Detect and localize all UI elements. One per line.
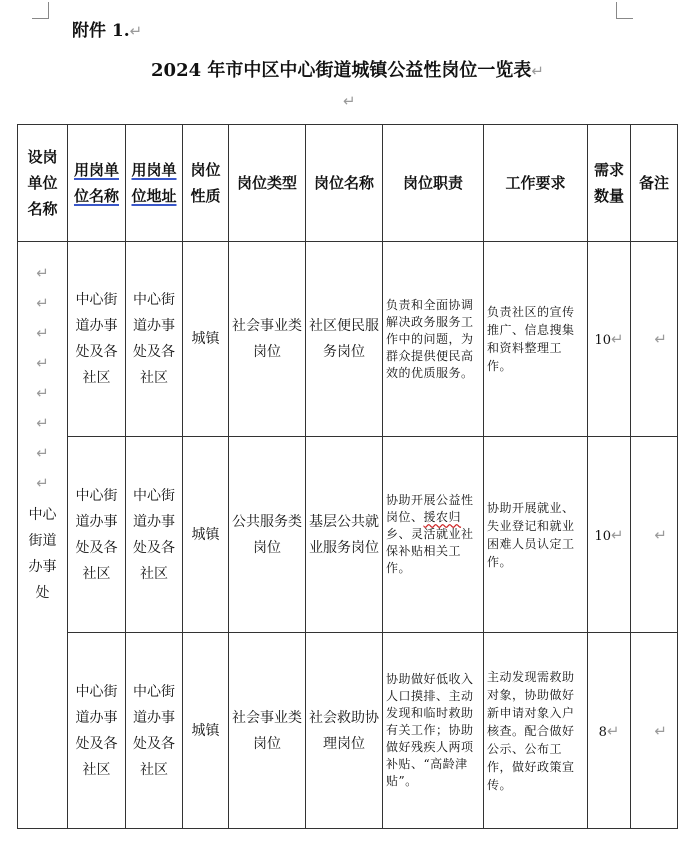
- employer-address-cell: 中心街道办事处及各社区: [126, 633, 183, 829]
- quantity-cell: 8↵: [588, 633, 631, 829]
- header-notes: 备注: [631, 125, 678, 242]
- header-requirements: 工作要求: [484, 125, 588, 242]
- duties-cell: 协助开展公益性岗位、援农归乡、灵活就业社保补贴相关工作。: [383, 437, 484, 633]
- nature-cell: 城镇: [183, 437, 229, 633]
- table-header-row: [18, 125, 678, 242]
- duties-cell: 负责和全面协调解决政务服务工作中的问题，为群众提供便民高效的优质服务。: [383, 241, 484, 437]
- attachment-label: 附件 1.↵: [72, 21, 143, 41]
- type-cell: 公共服务类岗位: [229, 437, 306, 633]
- quantity-cell: 10↵: [588, 241, 631, 437]
- header-unit: 设岗单位名称: [18, 125, 68, 242]
- employer-name-cell: 中心街道办事处及各社区: [68, 241, 126, 437]
- employer-name-cell: 中心街道办事处及各社区: [68, 633, 126, 829]
- nature-cell: 城镇: [183, 241, 229, 437]
- positions-table: [17, 124, 678, 829]
- requirements-cell: 协助开展就业、失业登记和就业困难人员认定工作。: [484, 437, 588, 633]
- document-title: 2024 年市中区中心街道城镇公益性岗位一览表↵: [151, 60, 544, 81]
- requirements-cell: 负责社区的宣传推广、信息搜集和资料整理工作。: [484, 241, 588, 437]
- post-name-cell: 社会救助协理岗位: [306, 633, 383, 829]
- header-duties: 岗位职责: [383, 125, 484, 242]
- table-row: [18, 241, 678, 437]
- quantity-cell: 10↵: [588, 437, 631, 633]
- table-row: [18, 633, 678, 829]
- notes-cell: ↵: [631, 241, 678, 437]
- table-row: [18, 437, 678, 633]
- header-nature: 岗位性质: [183, 125, 229, 242]
- header-post-name: 岗位名称: [306, 125, 383, 242]
- header-employer-address: 用岗单位地址: [126, 125, 183, 242]
- header-quantity: 需求数量: [588, 125, 631, 242]
- post-name-cell: 基层公共就业服务岗位: [306, 437, 383, 633]
- post-name-cell: 社区便民服务岗位: [306, 241, 383, 437]
- spellcheck-underline: 援农归: [423, 510, 462, 525]
- duties-cell: 协助做好低收入人口摸排、主动发现和临时救助有关工作；协助做好残疾人两项补贴、“高龄津贴”。: [383, 633, 484, 829]
- employer-address-cell: 中心街道办事处及各社区: [126, 241, 183, 437]
- paragraph-mark: ↵: [531, 62, 544, 80]
- requirements-cell: 主动发现需救助对象，协助做好新申请对象入户核查。配合做好公示、公布工作，做好政策宣传。: [484, 633, 588, 829]
- employer-name-cell: 中心街道办事处及各社区: [68, 437, 126, 633]
- header-employer-name: 用岗单位名称: [68, 125, 126, 242]
- type-cell: 社会事业类岗位: [229, 241, 306, 437]
- notes-cell: ↵: [631, 437, 678, 633]
- empty-paragraph-mark: ↵: [343, 92, 356, 110]
- header-type: 岗位类型: [229, 125, 306, 242]
- page-corner-mark-left: [32, 2, 49, 19]
- unit-name: 中心街道办事处: [28, 506, 57, 601]
- paragraph-mark: ↵: [129, 22, 143, 40]
- employer-address-cell: 中心街道办事处及各社区: [126, 437, 183, 633]
- notes-cell: ↵: [631, 633, 678, 829]
- page-corner-mark-right: [616, 2, 633, 19]
- unit-name-cell: ↵ ↵ ↵ ↵ ↵ ↵ ↵ ↵ 中心街道办事处: [18, 241, 68, 828]
- type-cell: 社会事业类岗位: [229, 633, 306, 829]
- nature-cell: 城镇: [183, 633, 229, 829]
